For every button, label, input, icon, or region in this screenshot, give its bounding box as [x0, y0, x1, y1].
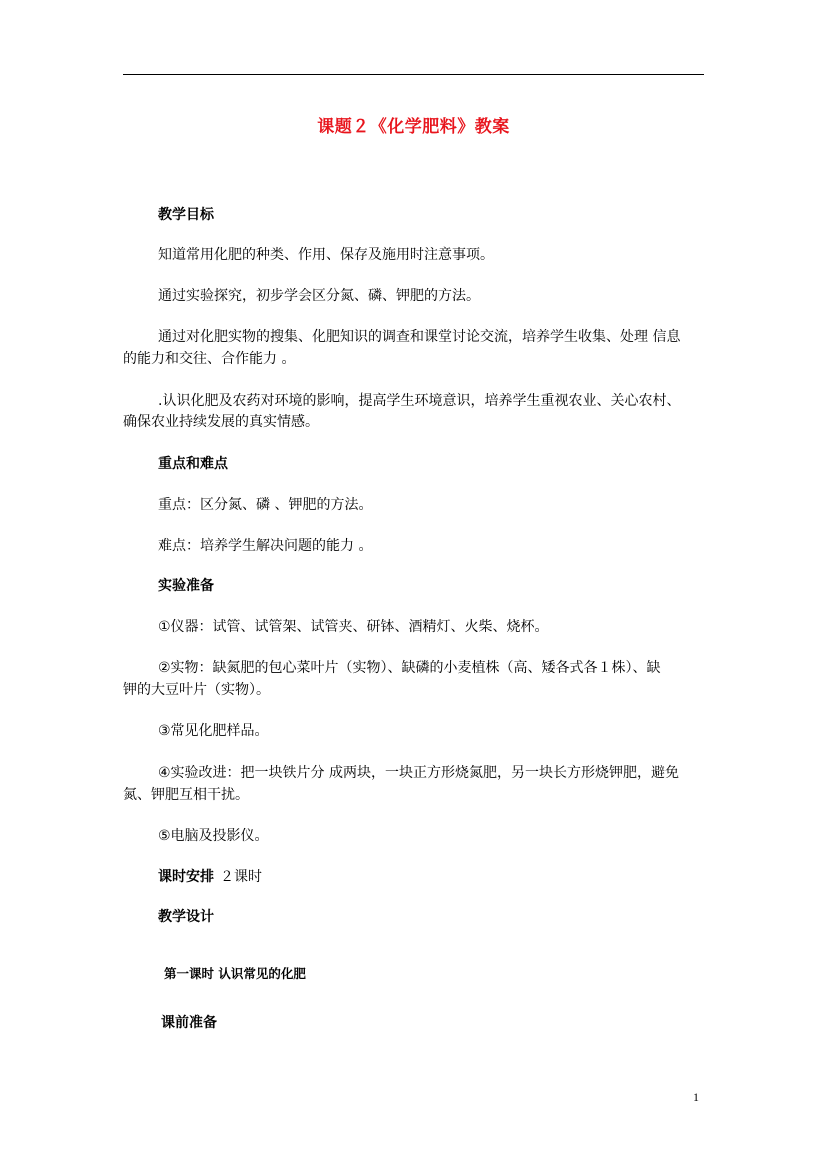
schedule-value: ２课时	[220, 869, 262, 885]
goal-4-line-2: 确保农业持续发展的真实情感。	[123, 414, 319, 430]
difficult-point: 难点：培养学生解决问题的能力 。	[158, 538, 373, 554]
prep-item-2-line-2: 钾的大豆叶片（实物）。	[123, 682, 270, 698]
design-heading: 教学设计	[158, 909, 214, 925]
header-rule	[123, 74, 704, 75]
page-number: 1	[693, 1090, 699, 1104]
prep-item-1: ①仪器：试管、试管架、试管夹、研钵、酒精灯、火柴、烧杯。	[158, 619, 549, 635]
prep-item-2-line-1: ②实物：缺氮肥的包心菜叶片（实物）、缺磷的小麦植株（高、矮各式各１株）、缺	[158, 660, 661, 676]
goal-2: 通过实验探究，初步学会区分氮、磷、钾肥的方法。	[158, 288, 480, 304]
goal-3-line-2: 的能力和交往、合作能力 。	[123, 351, 296, 367]
prep-item-4-line-2: 氮、钾肥互相干扰。	[123, 787, 249, 803]
goal-3-line-1: 通过对化肥实物的搜集、化肥知识的调查和课堂讨论交流，培养学生收集、处理 信息	[158, 329, 681, 345]
key-point: 重点：区分氮、磷 、钾肥的方法。	[158, 497, 373, 513]
goal-4-line-1: .认识化肥及农药对环境的影响，提高学生环境意识，培养学生重视农业、关心农村、	[158, 393, 681, 409]
prep-item-3: ③常见化肥样品。	[158, 723, 269, 739]
prep-item-4-line-1: ④实验改进：把一块铁片分 成两块，一块正方形烧氮肥，另一块长方形烧钾肥，避免	[158, 765, 679, 781]
prep-heading: 实验准备	[158, 578, 214, 594]
preclass-heading: 课前准备	[161, 1015, 217, 1031]
prep-item-5: ⑤电脑及投影仪。	[158, 828, 269, 844]
schedule-label: 课时安排	[158, 869, 214, 885]
goals-heading: 教学目标	[158, 207, 214, 223]
schedule-line	[158, 867, 262, 888]
document-title: 课题２《化学肥料》教案	[317, 117, 510, 137]
lesson-1-heading: 第一课时 认识常见的化肥	[164, 966, 306, 981]
key-difficult-heading: 重点和难点	[158, 456, 228, 472]
goal-1: 知道常用化肥的种类、作用、保存及施用时注意事项。	[158, 247, 494, 263]
